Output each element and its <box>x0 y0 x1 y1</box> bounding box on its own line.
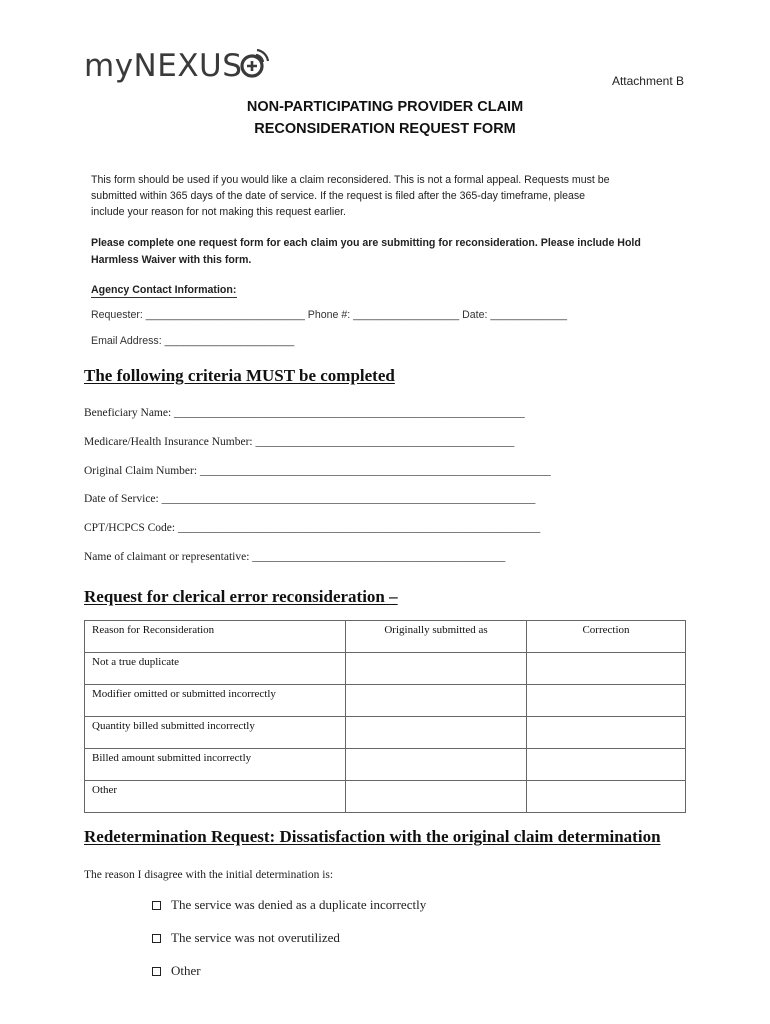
instructions-line1: Please complete one request form for each claim you are submitting for reconsideration. Please include Hold <box>91 237 641 249</box>
option-label: The service was denied as a duplicate incorrectly <box>171 897 427 912</box>
correction-cell[interactable] <box>527 781 686 813</box>
original-cell[interactable] <box>346 749 527 781</box>
option-duplicate[interactable] <box>152 897 426 913</box>
original-cell[interactable] <box>346 653 527 685</box>
page-title-line1: NON-PARTICIPATING PROVIDER CLAIM <box>246 99 524 115</box>
logo-text: myNEXUS <box>84 47 243 84</box>
correction-cell[interactable] <box>527 685 686 717</box>
intro-line2: submitted within 365 days of the date of service. If the request is filed after the 365-day timeframe, please <box>91 190 586 202</box>
table-row <box>85 749 686 781</box>
attachment-label: Attachment B <box>611 74 684 88</box>
option-label: Other <box>171 963 201 978</box>
reason-cell: Modifier omitted or submitted incorrectly <box>85 685 346 717</box>
checkbox-icon[interactable] <box>152 901 161 910</box>
checkbox-icon[interactable] <box>152 967 161 976</box>
medicare-number-field[interactable]: Medicare/Health Insurance Number: _____________________________________________ <box>84 436 515 448</box>
table-row <box>85 781 686 813</box>
checkbox-icon[interactable] <box>152 934 161 943</box>
redetermination-heading: Redetermination Request: Dissatisfaction with the original claim determination <box>84 827 661 846</box>
original-claim-number-field[interactable]: Original Claim Number: _____________________________________________________________ <box>84 465 551 477</box>
clerical-heading: Request for clerical error reconsideration – <box>84 587 398 606</box>
instructions-line2: Harmless Waiver with this form. <box>91 254 252 266</box>
table-row <box>85 685 686 717</box>
criteria-heading: The following criteria MUST be completed <box>84 366 395 385</box>
original-cell[interactable] <box>346 717 527 749</box>
table-header-row <box>85 621 686 653</box>
requester-phone-date-field[interactable]: Requester: ___________________________ Phone #: __________________ Date: _____________ <box>91 309 567 321</box>
date-of-service-field[interactable]: Date of Service: _________________________________________________________________ <box>84 493 536 505</box>
heading-underline <box>91 297 237 298</box>
intro-line3: include your reason for not making this request earlier. <box>91 206 346 218</box>
logo-mark-icon <box>239 47 269 79</box>
reason-cell: Not a true duplicate <box>85 653 346 685</box>
column-header: Originally submitted as <box>346 621 527 653</box>
correction-cell[interactable] <box>527 717 686 749</box>
intro-line1: This form should be used if you would like a claim reconsidered. This is not a formal appeal. Requests must be <box>91 174 610 186</box>
clerical-reasons-table <box>84 620 686 813</box>
agency-contact-heading: Agency Contact Information: <box>91 284 237 296</box>
column-header: Correction <box>527 621 686 653</box>
original-cell[interactable] <box>346 781 527 813</box>
correction-cell[interactable] <box>527 749 686 781</box>
email-address-field[interactable]: Email Address: ______________________ <box>91 335 295 347</box>
beneficiary-name-field[interactable]: Beneficiary Name: _____________________________________________________________ <box>84 407 525 419</box>
reason-cell: Quantity billed submitted incorrectly <box>85 717 346 749</box>
table-row <box>85 653 686 685</box>
table-row <box>85 717 686 749</box>
column-header: Reason for Reconsideration <box>85 621 346 653</box>
reason-cell: Other <box>85 781 346 813</box>
option-not-overutilized[interactable] <box>152 930 340 946</box>
page-title-line2: RECONSIDERATION REQUEST FORM <box>254 121 516 137</box>
cpt-hcpcs-code-field[interactable]: CPT/HCPCS Code: _______________________________________________________________ <box>84 522 541 534</box>
original-cell[interactable] <box>346 685 527 717</box>
redetermination-prompt: The reason I disagree with the initial determination is: <box>84 869 334 881</box>
correction-cell[interactable] <box>527 653 686 685</box>
logo <box>84 44 269 88</box>
claimant-name-field[interactable]: Name of claimant or representative: ____________________________________________ <box>84 551 506 563</box>
reason-cell: Billed amount submitted incorrectly <box>85 749 346 781</box>
option-other[interactable] <box>152 963 201 979</box>
option-label: The service was not overutilized <box>171 930 340 945</box>
